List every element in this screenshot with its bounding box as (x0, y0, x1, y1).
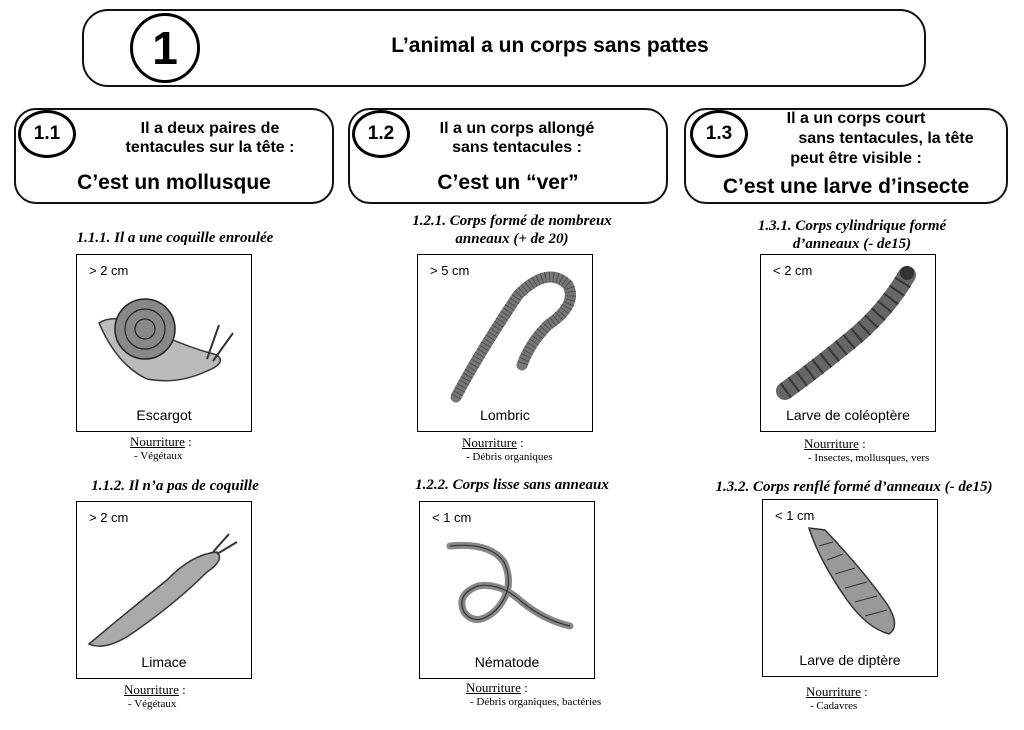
subtitle-1-2-1-a: 1.2.1. Corps formé de nombreux (412, 213, 612, 229)
food-label: Nourriture (804, 436, 859, 451)
food-value: - Débris organiques, bactéries (470, 696, 602, 708)
group-desc-line3: peut être visible : (790, 150, 922, 167)
subtitle-1-1-1: 1.1.1. Il a une coquille enroulée (76, 230, 274, 246)
size-label: > 5 cm (430, 263, 470, 278)
group-number-circle-1-2 (352, 110, 410, 158)
food-value: - Débris organiques (466, 451, 553, 463)
group-desc-line2: tentacules sur la tête : (125, 139, 295, 156)
page-title: L’animal a un corps sans pattes (391, 34, 709, 57)
group-conclusion: C’est un mollusque (77, 171, 271, 194)
subtitle-1-3-1-b: d’anneaux (- de15) (792, 236, 912, 252)
subtitle-1-3-2: 1.3.2. Corps renflé formé d’anneaux (- de15) (715, 479, 993, 495)
food-value: - Cadavres (810, 700, 858, 712)
food-colon: : (178, 682, 186, 697)
creature-name: Escargot (136, 407, 192, 423)
food-value: - Végétaux (128, 698, 177, 710)
food-label: Nourriture (806, 684, 861, 699)
subtitle-1-2-1-b: anneaux (+ de 20) (455, 231, 569, 247)
food-lombric (462, 435, 553, 463)
food-label: Nourriture (462, 435, 517, 450)
food-value: - Insectes, mollusques, vers (808, 452, 930, 464)
creature-name: Larve de coléoptère (786, 407, 910, 423)
group-desc-line1: Il a deux paires de (140, 120, 280, 137)
food-colon: : (858, 436, 866, 451)
group-number: 1.1 (33, 123, 61, 144)
creature-name: Larve de diptère (799, 652, 901, 668)
group-desc-line2: sans tentacules, la tête (798, 130, 974, 147)
group-desc-line2: sans tentacules : (452, 139, 582, 156)
group-number-circle-1-3 (690, 110, 748, 158)
food-nematode (466, 680, 601, 708)
group-number-circle-1-1 (18, 110, 76, 158)
card-coleoptere (760, 254, 936, 432)
subtitle-1-1-2: 1.1.2. Il n’a pas de coquille (91, 478, 259, 494)
food-label: Nourriture (124, 682, 179, 697)
food-value: - Végétaux (134, 450, 183, 462)
group-number: 1.2 (367, 123, 395, 144)
header-number: 1 (152, 22, 178, 74)
size-label: < 1 cm (432, 510, 472, 525)
group-conclusion: C’est un “ver” (437, 171, 579, 194)
group-number: 1.3 (705, 123, 733, 144)
group-conclusion: C’est une larve d’insecte (722, 175, 970, 198)
subtitle-1-2-2: 1.2.2. Corps lisse sans anneaux (415, 477, 609, 493)
food-colon: : (516, 435, 524, 450)
food-colon: : (184, 434, 192, 449)
food-label: Nourriture (130, 434, 185, 449)
food-colon: : (520, 680, 528, 695)
food-limace (124, 682, 186, 710)
size-label: < 1 cm (775, 508, 815, 523)
group-desc-line1: Il a un corps allongé (439, 120, 595, 137)
card-escargot (76, 254, 252, 432)
food-colon: : (860, 684, 868, 699)
food-diptere (806, 684, 868, 712)
card-diptere (762, 499, 938, 677)
card-limace (76, 501, 252, 679)
food-label: Nourriture (466, 680, 521, 695)
food-coleoptere (804, 436, 929, 464)
food-escargot (130, 434, 192, 462)
creature-name: Nématode (474, 654, 540, 670)
size-label: > 2 cm (89, 263, 129, 278)
card-nematode (419, 501, 595, 679)
group-desc-line1: Il a un corps court (786, 110, 926, 127)
creature-name: Limace (141, 654, 187, 670)
header-number-circle (130, 13, 200, 83)
card-lombric (417, 254, 593, 432)
subtitle-1-3-1-a: 1.3.1. Corps cylindrique formé (757, 218, 947, 234)
size-label: < 2 cm (773, 263, 813, 278)
creature-name: Lombric (480, 407, 530, 423)
size-label: > 2 cm (89, 510, 129, 525)
